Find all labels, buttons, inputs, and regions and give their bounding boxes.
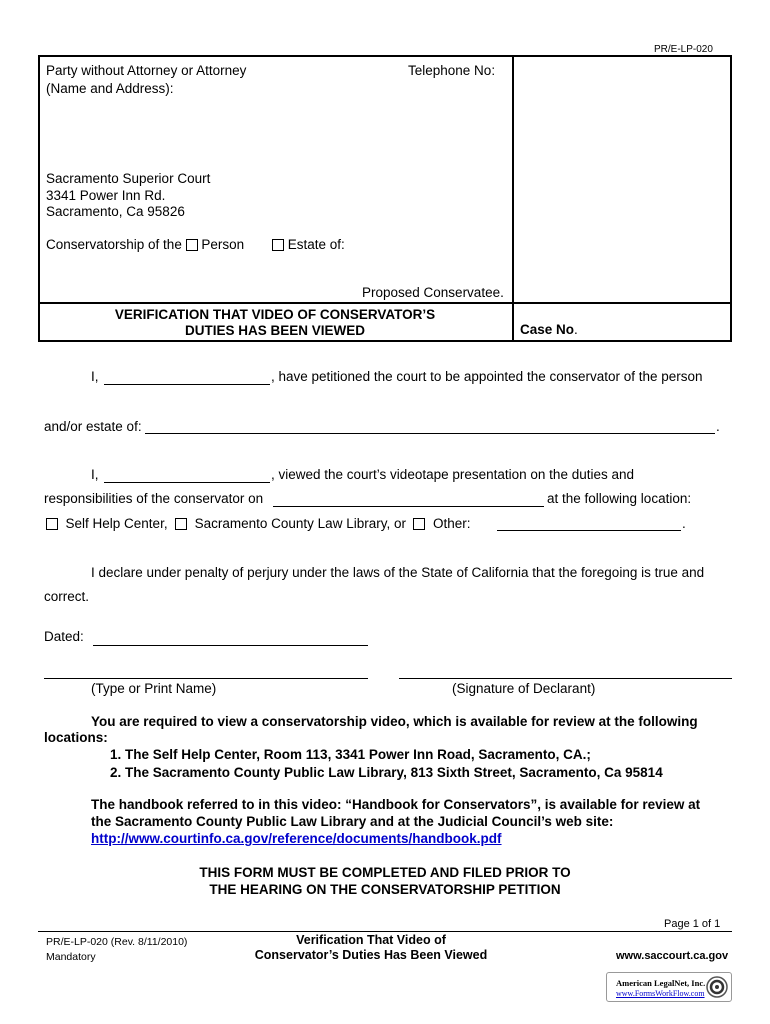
case-no-period: . (574, 322, 578, 337)
court-name: Sacramento Superior Court (46, 171, 211, 186)
must-file-notice (0, 864, 770, 898)
party-label: Party without Attorney or Attorney (46, 63, 247, 78)
p1-i: I, (91, 369, 99, 384)
p1-text: , have petitioned the court to be appointed the conservator of the person (271, 369, 703, 384)
conservatorship-row (46, 237, 244, 252)
notice-required-2: locations: (44, 730, 108, 745)
other-label: Other: (433, 516, 471, 531)
p1-estate-field[interactable] (145, 433, 715, 434)
caption-vertical-divider (512, 55, 514, 342)
court-address-1: 3341 Power Inn Rd. (46, 188, 166, 203)
law-library-checkbox[interactable] (175, 518, 187, 530)
type-name-field[interactable] (44, 678, 368, 679)
form-title-line-1: VERIFICATION THAT VIDEO OF CONSERVATOR’S (114, 307, 436, 322)
case-no-field[interactable] (520, 322, 578, 337)
form-id-top: PR/E-LP-020 (654, 44, 713, 55)
telephone-label: Telephone No: (408, 63, 496, 78)
must-file-line-1: THIS FORM MUST BE COMPLETED AND FILED PRIOR TO (199, 865, 571, 880)
handbook-link-row (91, 831, 502, 846)
handbook-link[interactable]: http://www.courtinfo.ca.gov/reference/documents/handbook.pdf (91, 831, 502, 846)
view-date-field[interactable] (273, 506, 544, 507)
p2-name-field[interactable] (104, 482, 270, 483)
p2-line2-end: at the following location: (547, 491, 692, 506)
location-1: 1. The Self Help Center, Room 113, 3341 Power Inn Road, Sacramento, CA.; (110, 747, 591, 762)
page-number: Page 1 of 1 (664, 918, 721, 930)
footer-title (236, 933, 506, 963)
estate-label: Estate of: (287, 237, 345, 252)
court-address-2: Sacramento, Ca 95826 (46, 204, 185, 219)
footer-mandatory: Mandatory (46, 951, 96, 963)
p2-i: I, (91, 467, 99, 482)
alnet-badge (606, 972, 732, 1002)
other-location-field[interactable] (497, 530, 681, 531)
p1-name-field[interactable] (104, 384, 270, 385)
person-label: Person (201, 237, 245, 252)
footer-form-rev: PR/E-LP-020 (Rev. 8/11/2010) (46, 936, 188, 948)
handbook-line-1: The handbook referred to in this video: “Handbook for Conservators”, is available for review at (91, 797, 701, 812)
proposed-conservatee: Proposed Conservatee. (362, 285, 504, 300)
law-library-label: Sacramento County Law Library, or (194, 516, 406, 531)
case-no-label: Case No (520, 322, 575, 337)
p2-line2-start: responsibilities of the conservator on (44, 491, 264, 506)
dated-field[interactable] (93, 645, 368, 646)
self-help-checkbox[interactable] (46, 518, 58, 530)
estate-checkbox[interactable] (272, 239, 284, 251)
p1-end: . (716, 419, 720, 434)
alnet-url: www.FormsWorkFlow.com (616, 989, 705, 998)
conservatorship-label: Conservatorship of the (46, 237, 182, 252)
form-title-line-2: DUTIES HAS BEEN VIEWED (184, 323, 366, 338)
footer-website: www.saccourt.ca.gov (616, 950, 729, 962)
notice-required-1: You are required to view a conservatorship video, which is available for review at the following (91, 714, 698, 729)
form-title (38, 307, 512, 339)
dated-label: Dated: (44, 629, 84, 644)
location-options (46, 516, 471, 531)
alnet-name: American LegalNet, Inc. (616, 978, 706, 988)
footer-divider (38, 931, 732, 932)
p1-estate-label: and/or estate of: (44, 419, 142, 434)
signature-field[interactable] (399, 678, 732, 679)
location-end: . (682, 516, 686, 531)
other-checkbox[interactable] (413, 518, 425, 530)
signature-label: (Signature of Declarant) (452, 681, 596, 696)
person-checkbox[interactable] (186, 239, 198, 251)
declare-line-2: correct. (44, 589, 90, 604)
handbook-line-2: the Sacramento County Public Law Library and at the Judicial Council’s web site: (91, 814, 614, 829)
alnet-logo-icon (706, 976, 728, 998)
p2-text: , viewed the court’s videotape presentation on the duties and (271, 467, 634, 482)
estate-row (272, 237, 345, 252)
must-file-line-2: THE HEARING ON THE CONSERVATORSHIP PETITION (209, 882, 561, 897)
caption-horizontal-divider (38, 302, 732, 304)
type-name-label: (Type or Print Name) (91, 681, 217, 696)
party-label-sub: (Name and Address): (46, 81, 174, 96)
self-help-label: Self Help Center, (65, 516, 168, 531)
declare-line-1: I declare under penalty of perjury under the laws of the State of California that the foregoing is true and (91, 565, 705, 580)
footer-title-line-2: Conservator’s Duties Has Been Viewed (254, 948, 488, 962)
location-2: 2. The Sacramento County Public Law Library, 813 Sixth Street, Sacramento, Ca 95814 (110, 765, 663, 780)
footer-title-line-1: Verification That Video of (296, 933, 446, 947)
